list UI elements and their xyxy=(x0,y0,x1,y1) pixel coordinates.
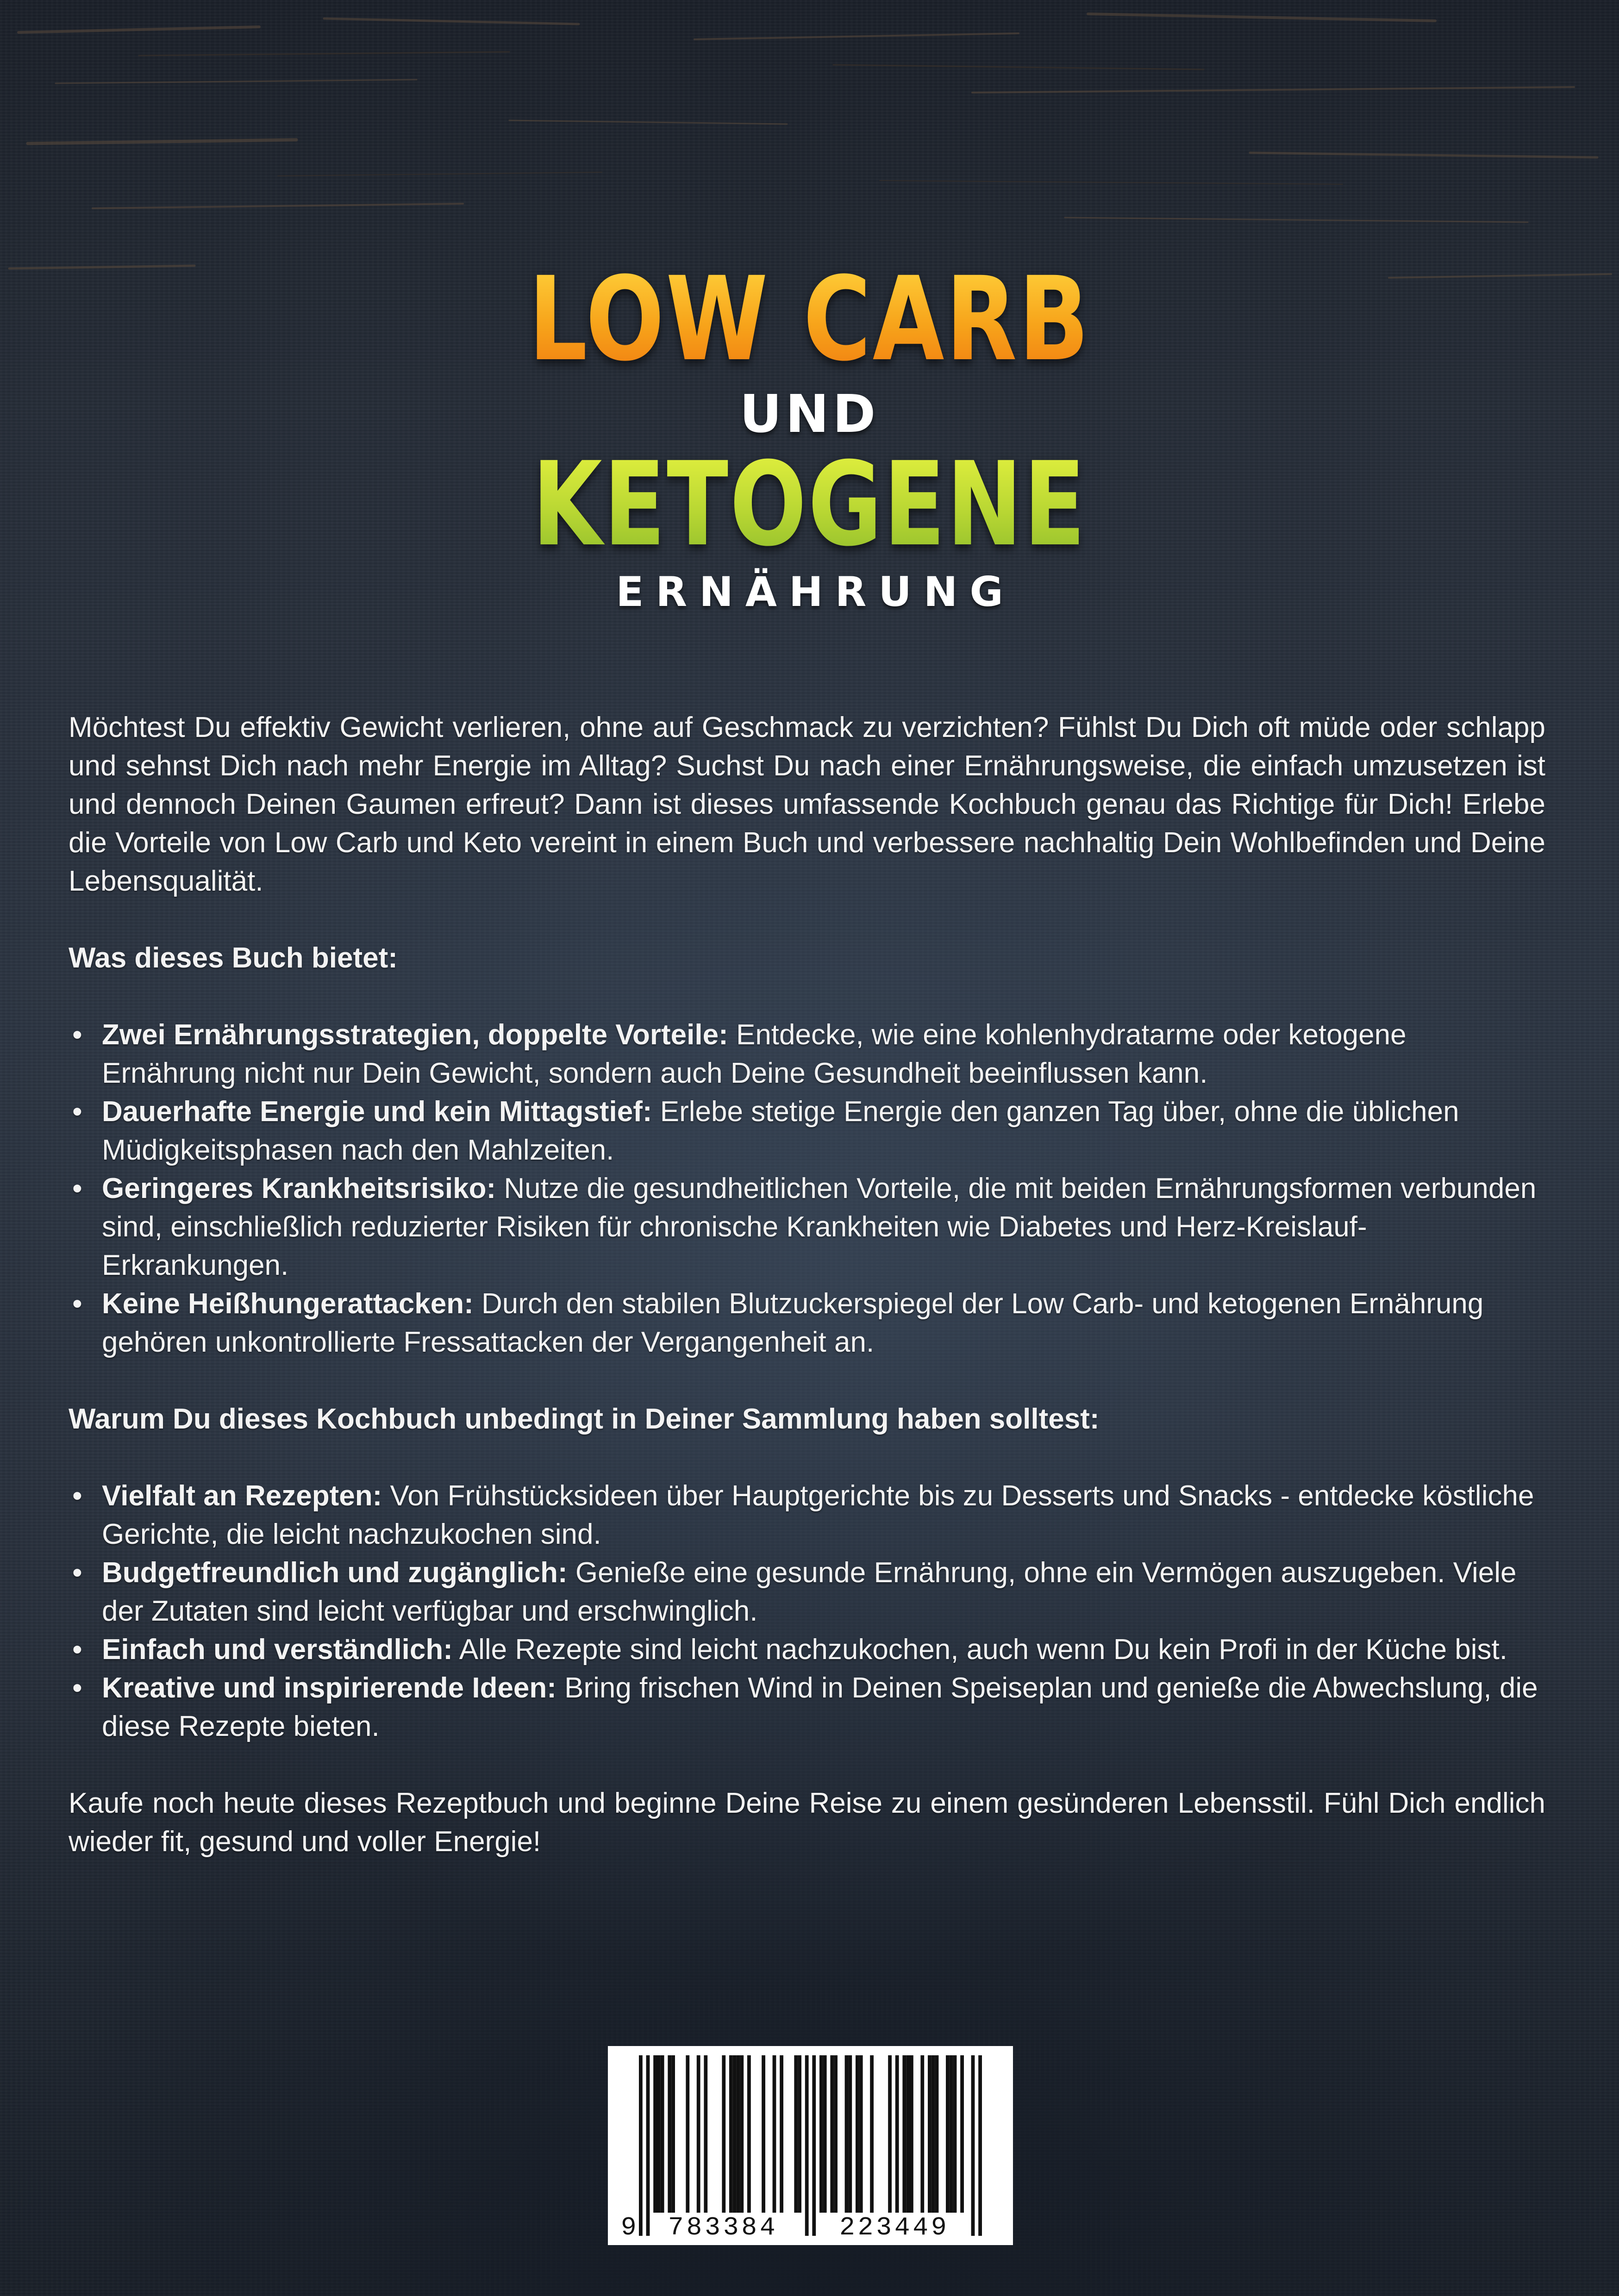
barcode-bar xyxy=(856,2055,859,2213)
barcode-group-right: 223449 xyxy=(839,2213,950,2242)
barcode-bar xyxy=(906,2055,910,2213)
barcode-bar xyxy=(946,2055,950,2213)
isbn-barcode xyxy=(608,2046,1013,2245)
bullet-icon: • xyxy=(72,1672,82,1704)
list-item xyxy=(69,1669,1545,1746)
barcode-bar xyxy=(686,2055,689,2213)
barcode-bar xyxy=(639,2055,643,2236)
list-item-bold: Dauerhafte Energie und kein Mittagstief: xyxy=(102,1096,652,1128)
barcode-bar xyxy=(737,2055,740,2213)
barcode-bar xyxy=(733,2055,737,2213)
bullet-icon: • xyxy=(72,1096,82,1128)
barcode-bar xyxy=(762,2055,765,2213)
list-item-text: Alle Rezepte sind leicht nachzukochen, auch wenn Du kein Profi in der Küche bist. xyxy=(452,1634,1508,1666)
barcode-bar xyxy=(722,2055,725,2213)
barcode-bar xyxy=(646,2055,650,2236)
list-item xyxy=(69,1016,1545,1092)
barcode-bar xyxy=(935,2055,939,2213)
section-heading-reasons: Warum Du dieses Kochbuch unbedingt in Deiner Sammlung haben solltest: xyxy=(69,1403,1100,1435)
bullet-icon: • xyxy=(72,1634,82,1666)
list-item-text: Genieße eine gesunde Ernährung, ohne ein Vermögen auszugeben. Viele der Zutaten sind leicht verfügbar und erschwinglich. xyxy=(102,1557,1517,1627)
barcode-bar xyxy=(971,2055,975,2236)
list-item xyxy=(69,1630,1545,1669)
barcode-bar xyxy=(805,2055,809,2236)
bullet-icon: • xyxy=(72,1557,82,1589)
list-item-text: Durch den stabilen Blutzuckerspiegel der Low Carb- und ketogenen Ernährung gehören unkontrollierte Fressattacken der Vergangenheit an. xyxy=(102,1288,1484,1358)
list-item xyxy=(69,1477,1545,1554)
benefits-list xyxy=(69,1016,1545,1361)
barcode-bar xyxy=(653,2055,657,2213)
barcode-bar xyxy=(661,2055,664,2213)
list-item-bold: Geringeres Krankheitsrisiko: xyxy=(102,1173,496,1204)
barcode-bar xyxy=(953,2055,957,2213)
barcode-bar xyxy=(798,2055,801,2213)
barcode-bar xyxy=(823,2055,827,2213)
bullet-icon: • xyxy=(72,1288,82,1320)
list-item-text: Entdecke, wie eine kohlenhydratarme oder ketogene Ernährung nicht nur Dein Gewicht, sondern auch Deine Gesundheit beeinflussen kann. xyxy=(102,1019,1406,1089)
barcode-bar xyxy=(910,2055,913,2213)
barcode-bar xyxy=(950,2055,953,2213)
barcode-bar xyxy=(888,2055,892,2213)
barcode-bar xyxy=(657,2055,661,2213)
book-title xyxy=(0,252,1619,618)
list-item xyxy=(69,1285,1545,1361)
title-low-carb: LOW CARB xyxy=(162,259,1457,380)
barcode-group-left: 783384 xyxy=(668,2213,778,2242)
back-cover-text xyxy=(69,708,1545,1861)
barcode-bar xyxy=(928,2055,931,2213)
barcode-bar xyxy=(845,2055,849,2213)
barcode-bar xyxy=(859,2055,863,2213)
barcode-bar xyxy=(960,2055,964,2213)
barcode-digits xyxy=(608,2214,1013,2241)
list-item-bold: Keine Heißhungerattacken: xyxy=(102,1288,474,1320)
barcode-bar xyxy=(895,2055,899,2213)
reasons-list xyxy=(69,1477,1545,1746)
list-item xyxy=(69,1554,1545,1630)
barcode-bar xyxy=(697,2055,700,2213)
barcode-bar xyxy=(848,2055,852,2213)
barcode-bar xyxy=(870,2055,874,2213)
bullet-icon: • xyxy=(72,1173,82,1204)
title-und: UND xyxy=(739,384,880,444)
bullet-icon: • xyxy=(72,1019,82,1051)
list-item-text: Bring frischen Wind in Deinen Speiseplan und genieße die Abwechslung, die diese Rezepte bieten. xyxy=(102,1672,1538,1742)
list-item-bold: Zwei Ernährungsstrategien, doppelte Vorteile: xyxy=(102,1019,728,1051)
barcode-digit-first: 9 xyxy=(621,2213,637,2242)
barcode-bar xyxy=(931,2055,935,2213)
list-item xyxy=(69,1169,1545,1285)
list-item-bold: Einfach und verständlich: xyxy=(102,1634,453,1666)
barcode-bar xyxy=(668,2055,671,2213)
closing-paragraph: Kaufe noch heute dieses Rezeptbuch und beginne Deine Reise zu einem gesünderen Lebensstil. Fühl Dich endlich wieder fit, gesund und voller Energie! xyxy=(69,1787,1545,1858)
barcode-bar xyxy=(773,2055,776,2213)
title-ketogene: KETOGENE xyxy=(178,444,1441,565)
list-item-text: Nutze die gesundheitlichen Vorteile, die mit beiden Ernährungsformen verbunden sind, einschließlich reduzierter Risiken für chronische Krankheiten wie Diabetes und Herz-Kreislauf-Erkrankungen. xyxy=(102,1173,1537,1281)
list-item xyxy=(69,1092,1545,1169)
list-item-text: Erlebe stetige Energie den ganzen Tag über, ohne die üblichen Müdigkeitsphasen nach den Mahlzeiten. xyxy=(102,1096,1459,1166)
barcode-bar xyxy=(671,2055,675,2213)
barcode-bar xyxy=(794,2055,798,2213)
barcode-bar xyxy=(812,2055,816,2236)
barcode-bar xyxy=(819,2055,823,2213)
intro-paragraph: Möchtest Du effektiv Gewicht verlieren, ohne auf Geschmack zu verzichten? Fühlst Du Dich oft müde oder schlapp und sehnst Dich nach mehr Energie im Alltag? Suchst Du nach einer Ernährungsweise, die einfach umzusetzen ist und dennoch Deinen Gaumen erfreut? Dann ist dieses umfassende Kochbuch genau das Richtige für Dich! Erlebe die Vorteile von Low Carb und Keto vereint in einem Buch und verbessere nachhaltig Dein Wohlbefinden und Deine Lebensqualität. xyxy=(69,711,1545,897)
barcode-bar xyxy=(920,2055,924,2213)
barcode-bar xyxy=(978,2055,982,2236)
list-item-bold: Vielfalt an Rezepten: xyxy=(102,1480,382,1512)
bullet-icon: • xyxy=(72,1480,82,1512)
barcode-bar xyxy=(834,2055,838,2213)
barcode-bar xyxy=(830,2055,834,2213)
title-ernaehrung: ERNÄHRUNG xyxy=(616,568,1015,616)
list-item-text: Von Frühstücksideen über Hauptgerichte bis zu Desserts und Snacks - entdecke köstliche Gerichte, die leicht nachzukochen sind. xyxy=(102,1480,1534,1550)
barcode-bar xyxy=(780,2055,783,2213)
section-heading-benefits: Was dieses Buch bietet: xyxy=(69,942,398,974)
barcode-bar xyxy=(704,2055,707,2213)
barcode-bar xyxy=(729,2055,733,2213)
barcode-bar xyxy=(902,2055,906,2213)
barcode-bar xyxy=(740,2055,744,2213)
barcode-bar xyxy=(747,2055,751,2213)
list-item-bold: Budgetfreundlich und zugänglich: xyxy=(102,1557,568,1589)
list-item-bold: Kreative und inspirierende Ideen: xyxy=(102,1672,556,1704)
